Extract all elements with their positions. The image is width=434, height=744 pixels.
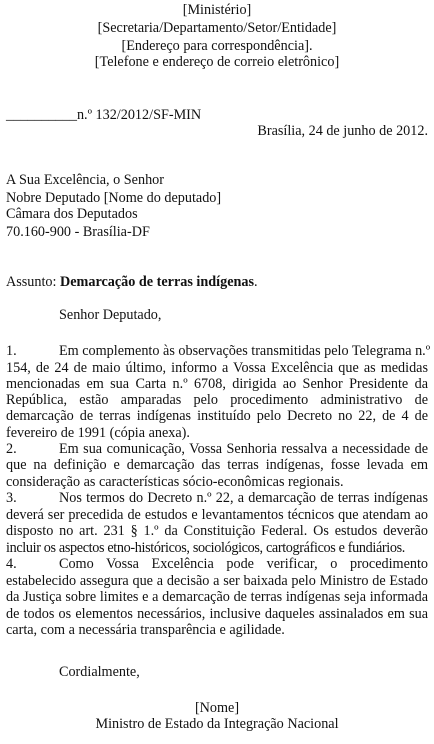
recipient-line-3: Câmara dos Deputados [6, 206, 138, 222]
paragraph-2-line-2: que na definição e demarcação das terras indígenas, fosse levada em [6, 457, 428, 473]
paragraph-3-text: Nos termos do Decreto n.º 22, a demarcação de terras indígenas [59, 490, 428, 506]
subject-text: Demarcação de terras indígenas [60, 274, 254, 290]
subject-period: . [254, 274, 258, 290]
paragraph-3-line-3: disposto no art. 231 § 1.º da Constituição Federal. Os estudos deverão [6, 523, 428, 539]
paragraph-1-line-5: demarcação de terras indígenas instituído pelo Decreto no 22, de 4 de [6, 408, 428, 424]
address-header: [Endereço para correspondência]. [121, 38, 313, 54]
department-header: [Secretaria/Departamento/Setor/Entidade] [97, 20, 337, 36]
paragraph-2-line-1 [6, 441, 428, 457]
paragraph-1-line-2: 154, de 24 de maio último, informo a Vossa Excelência que as medidas [6, 360, 428, 376]
paragraph-3-line-4: incluir os aspectos etno-históricos, sociológicos, cartográficos e fundiários. [6, 540, 406, 556]
paragraph-3-line-2: deverá ser precedida de estudos e levantamentos técnicos que atendam ao [6, 507, 428, 523]
paragraph-4-text: Como Vossa Excelência pode verificar, o procedimento [59, 556, 428, 572]
paragraph-3-number: 3. [6, 490, 17, 506]
closing: Cordialmente, [59, 664, 140, 680]
paragraph-1-line-4: República, estão amparadas pelo procedimento administrativo de [6, 392, 428, 408]
paragraph-4-line-3: da Justiça sobre limites e a demarcação de terras indígenas seja informada [6, 589, 428, 605]
recipient-line-1: A Sua Excelência, o Senhor [6, 172, 164, 188]
contact-header: [Telefone e endereço de correio eletrônico] [94, 54, 340, 70]
ministry-header: [Ministério] [182, 2, 252, 18]
paragraph-4-line-1 [6, 556, 428, 572]
paragraph-2-number: 2. [6, 441, 17, 457]
paragraph-4-line-5: carta, com a necessária transparência e agilidade. [6, 622, 285, 638]
subject-label: Assunto: [6, 274, 60, 290]
reference-blank: __________ [6, 107, 77, 123]
paragraph-3-line-1 [6, 490, 428, 506]
signature-title: Ministro de Estado da Integração Nacional [95, 716, 339, 732]
paragraph-2-line-3: consideração as características sócio-econômicas regionais. [6, 474, 344, 490]
paragraph-1-line-1 [6, 343, 431, 359]
reference-line [6, 107, 201, 123]
paragraph-4-line-2: estabelecido assegura que a decisão a ser baixada pelo Ministro de Estado [6, 573, 428, 589]
salutation: Senhor Deputado, [59, 307, 162, 323]
paragraph-1-line-6: fevereiro de 1991 (cópia anexa). [6, 425, 190, 441]
subject-line [6, 274, 428, 290]
paragraph-2-text: Em sua comunicação, Vossa Senhoria ressalva a necessidade de [59, 441, 428, 457]
recipient-line-4: 70.160-900 - Brasília-DF [6, 224, 150, 240]
paragraph-1-text: Em complemento às observações transmitidas pelo Telegrama n.º [59, 343, 431, 359]
paragraph-4-number: 4. [6, 556, 17, 572]
recipient-line-2: Nobre Deputado [Nome do deputado] [6, 190, 222, 206]
paragraph-4-line-4: de todos os elementos necessários, inclusive daqueles assinalados em sua [6, 606, 428, 622]
date-line: Brasília, 24 de junho de 2012. [257, 123, 428, 139]
reference-number: n.º 132/2012/SF-MIN [76, 107, 202, 123]
paragraph-1-number: 1. [6, 343, 17, 359]
paragraph-1-line-3: mencionadas em sua Carta n.º 6708, dirigida ao Senhor Presidente da [6, 376, 428, 392]
signature-name: [Nome] [194, 700, 240, 716]
